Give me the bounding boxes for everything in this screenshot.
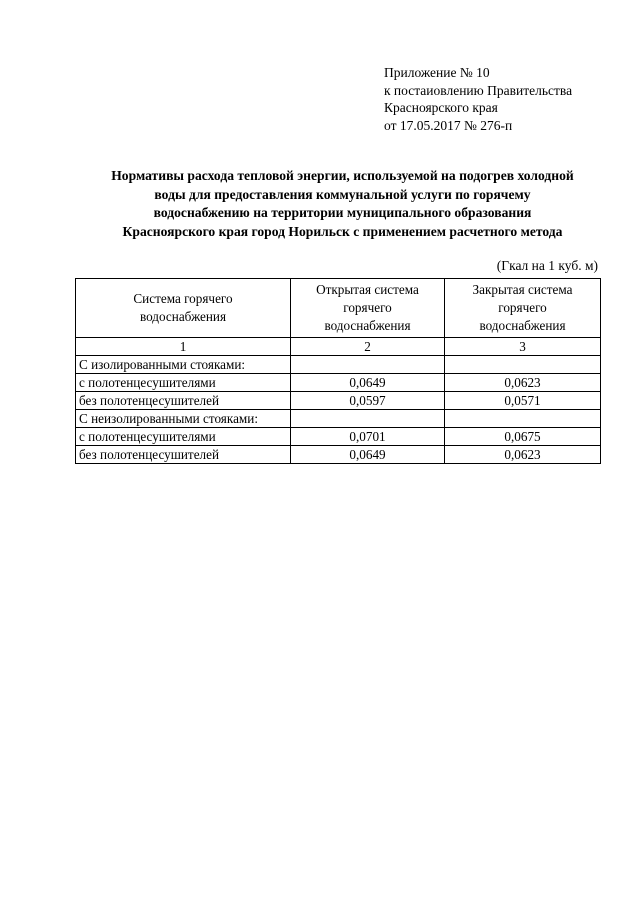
table-row — [76, 392, 601, 410]
column-number: 1 — [76, 338, 291, 356]
header-closed-system: Закрытая система горячего водоснабжения — [445, 279, 601, 338]
row-label: с полотенцесушителями — [76, 428, 291, 446]
table-row — [76, 446, 601, 464]
title-line: водоснабжению на территории муниципального образования — [153, 205, 532, 220]
open-value: 0,0701 — [291, 428, 445, 446]
open-value: 0,0597 — [291, 392, 445, 410]
row-label: С неизолированными стояками: — [76, 410, 291, 428]
table-row — [76, 410, 601, 428]
closed-value — [445, 356, 601, 374]
open-value — [291, 410, 445, 428]
unit-label: (Гкал на 1 куб. м) — [496, 258, 598, 273]
table-row — [76, 428, 601, 446]
closed-value: 0,0675 — [445, 428, 601, 446]
appendix-number: Приложение № 10 — [384, 65, 490, 80]
header-system: Система горячего водоснабжения — [76, 279, 291, 338]
table-header-row — [76, 279, 601, 338]
appendix-reference — [384, 64, 572, 134]
table-row — [76, 374, 601, 392]
norms-table — [75, 278, 601, 464]
open-value: 0,0649 — [291, 446, 445, 464]
row-label: без полотенцесушителей — [76, 392, 291, 410]
appendix-region: Красноярского края — [384, 100, 498, 115]
closed-value — [445, 410, 601, 428]
title-line: воды для предоставления коммунальной услуги по горячему — [154, 186, 531, 202]
row-label: с полотенцесушителями — [76, 374, 291, 392]
row-label: без полотенцесушителей — [76, 446, 291, 464]
appendix-date: от 17.05.2017 № 276-п — [384, 117, 513, 133]
numbering-row — [76, 338, 601, 356]
open-value: 0,0649 — [291, 374, 445, 392]
row-label: С изолированными стояками: — [76, 356, 291, 374]
closed-value: 0,0623 — [445, 374, 601, 392]
appendix-resolution: к постаиовлению Правительства — [384, 82, 573, 98]
document-title — [70, 167, 615, 241]
open-value — [291, 356, 445, 374]
table-row — [76, 356, 601, 374]
title-line: Нормативы расхода тепловой энергии, используемой на подогрев холодной — [111, 168, 574, 183]
header-open-system: Открытая система горячего водоснабжения — [291, 279, 445, 338]
column-number: 3 — [445, 338, 601, 356]
title-line: Красноярского края город Норильск с применением расчетного метода — [122, 223, 563, 239]
column-number: 2 — [291, 338, 445, 356]
closed-value: 0,0623 — [445, 446, 601, 464]
closed-value: 0,0571 — [445, 392, 601, 410]
